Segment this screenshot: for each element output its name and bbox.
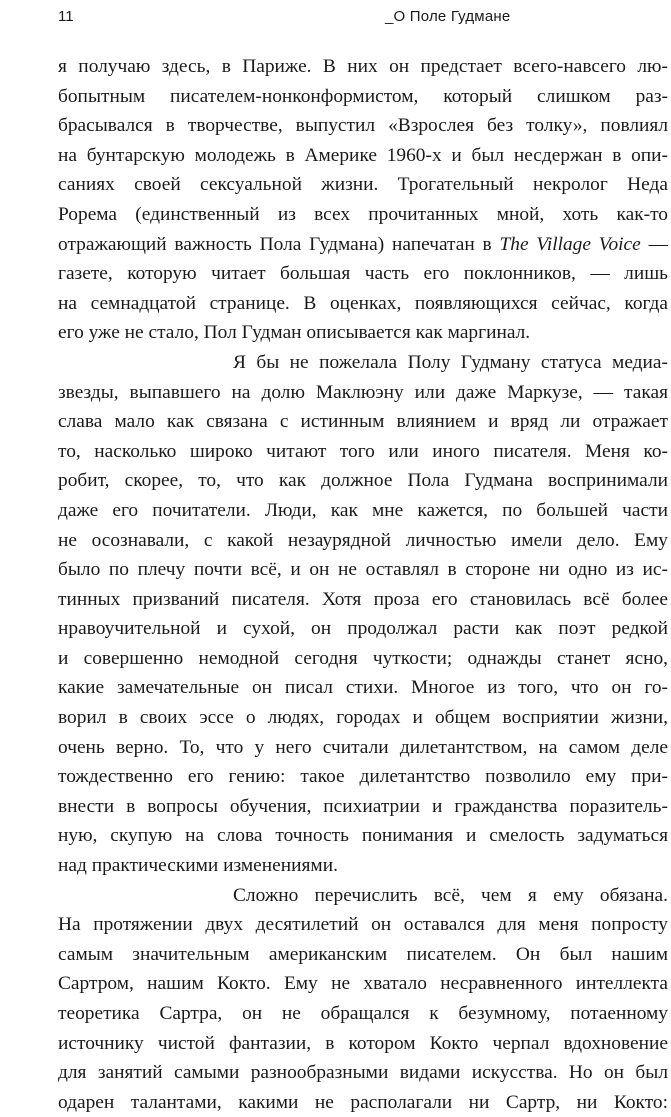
paragraph — [58, 52, 668, 348]
paragraph — [58, 881, 668, 1117]
text-line: Я бы не пожелала Полу Гудману статуса медиа- — [233, 351, 668, 373]
text-line: я получаю здесь, в Париже. В них он предстает всего-навсего лю- — [58, 56, 668, 77]
text-line: на семнадцатой странице. В оценках, появляющихся сейчас, когда — [58, 292, 668, 314]
paragraph — [58, 348, 668, 881]
text-line: робит, скорее, то, что как должное Пола Гудмана воспринимали — [58, 470, 668, 492]
text-line: брасывался в творчестве, выпустил «Взрослея без толку», повлиял — [58, 115, 668, 137]
text-line: было по плечу почти всё, и он не оставлял в стороне ни одно из ис- — [58, 559, 668, 581]
text-line: теоретика Сартра, он не обращался к безумному, потаенному — [58, 1003, 668, 1024]
text-line: источнику чистой фантазии, в котором Кокто черпал вдохновение — [58, 1032, 668, 1054]
text-line: саниях своей сексуальной жизни. Трогательный некролог Неда — [58, 174, 668, 196]
body-text — [58, 52, 668, 1117]
text-line: тинных призваний писателя. Хотя проза его становилась всё более — [58, 588, 668, 610]
text-line: ную, скупую на слова точность понимания и смелость задуматься — [58, 825, 668, 847]
text-line: бопытным писателем-нонконформистом, который слишком раз- — [58, 85, 668, 107]
text-line: на бунтарскую молодежь в Америке 1960-х и был несдержан в опи- — [58, 144, 668, 166]
running-title: _О Поле Гудмане — [385, 8, 511, 25]
text-segment: отражающий важность Пола Гудмана) напечатан в — [58, 233, 500, 255]
text-line: На протяжении двух десятилетий он оставался для меня попросту — [58, 914, 668, 936]
text-segment: — — [640, 233, 668, 255]
running-header — [58, 8, 621, 30]
text-line: слава мало как связана с истинным влиянием и вряд ли отражает — [58, 411, 668, 433]
text-line — [58, 230, 668, 260]
italic-title: The Village Voice — [499, 233, 641, 255]
text-line: звезды, выпавшего на долю Маклюэну или даже Маркузе, — такая — [58, 381, 668, 403]
text-line: нравоучительной и сухой, он продолжал расти как поэт редкой — [58, 618, 668, 640]
text-line: то, насколько широко читают того или иного писателя. Меня ко- — [58, 440, 668, 462]
text-line: и совершенно немодной сегодня чуткости; однажды станет ясно, — [58, 647, 668, 669]
text-line: ворил в своих эссе о людях, городах и общем восприятии жизни, — [58, 707, 668, 729]
text-line: Сартром, нашим Кокто. Ему не хватало несравненного интеллекта — [58, 973, 668, 995]
text-line: его уже не стало, Пол Гудман описывается как маргинал. — [58, 322, 531, 344]
text-line: самым значительным американским писателем. Он был нашим — [58, 943, 668, 965]
text-line: Сложно перечислить всё, чем я ему обязана. — [233, 884, 668, 906]
text-line: одарен талантами, какими не располагали ни Сартр, ни Кокто: — [58, 1091, 668, 1113]
text-line: тождественно его гению: такое дилетантство позволило ему при- — [58, 766, 668, 788]
text-line: для занятий самыми разнообразными видами искусства. Но он был — [58, 1062, 668, 1084]
text-line: какие замечательные он писал стихи. Многое из того, что он го- — [58, 677, 668, 699]
text-line: внести в вопросы обучения, психиатрии и гражданства поразитель- — [58, 795, 668, 817]
text-line: очень верно. То, что у него считали дилетантством, на самом деле — [58, 736, 668, 758]
page-number: 11 — [58, 8, 74, 25]
text-line: Рорема (единственный из всех прочитанных мной, хоть как-то — [58, 203, 668, 225]
text-line: не осознавали, с какой незаурядной личностью имели дело. Ему — [58, 529, 668, 551]
text-line: над практическими изменениями. — [58, 855, 338, 877]
text-line: даже его почитатели. Люди, как мне кажется, по большей части — [58, 499, 668, 521]
text-line: газете, которую читает большая часть его поклонников, — лишь — [58, 263, 668, 285]
